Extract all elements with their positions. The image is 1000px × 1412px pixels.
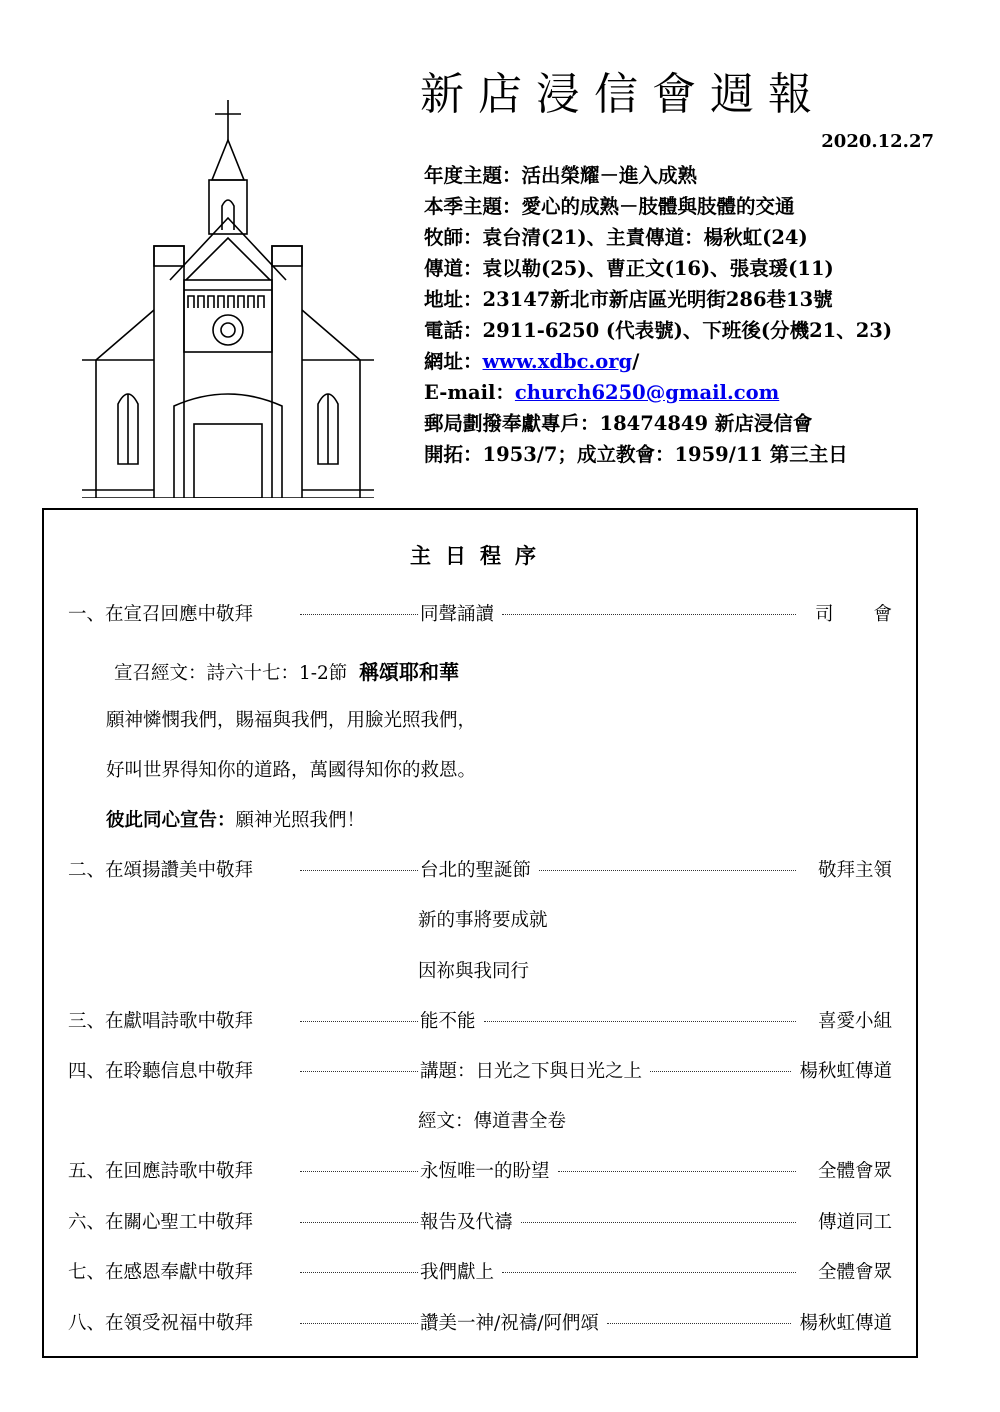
phone-info: 電話：2911-6250 (代表號)、下班後(分機21、23) [424, 319, 893, 342]
declaration-label: 彼此同心宣告： [106, 810, 236, 831]
program-leader: 喜愛小組 [817, 1011, 892, 1032]
program-part: 五、在回應詩歌中敬拜 [68, 1161, 254, 1182]
email-info [424, 377, 892, 408]
program-row-4 [68, 1057, 892, 1083]
postal-info: 郵局劃撥奉獻專戶：18474849 新店浸信會 [424, 412, 813, 435]
preachers-info: 傳道：袁以勒(25)、曹正文(16)、張袁瑗(11) [424, 257, 834, 280]
season-theme: 本季主題：愛心的成熟－肢體與肢體的交通 [424, 195, 795, 218]
website-info [424, 346, 892, 377]
program-part: 一、在宣召回應中敬拜 [68, 604, 254, 625]
program-title: 主日程序 [410, 543, 550, 568]
website-label: 網址： [424, 350, 483, 373]
email-label: E-mail： [424, 381, 515, 404]
website-link[interactable]: www.xdbc.org [482, 350, 633, 373]
program-leader: 楊秋虹傳道 [799, 1061, 892, 1082]
program-row-5 [68, 1157, 892, 1183]
program-content: 能不能 [420, 1011, 476, 1032]
song-extra-1: 新的事將要成就 [418, 910, 548, 931]
church-illustration [82, 98, 374, 498]
program-part: 四、在聆聽信息中敬拜 [68, 1061, 254, 1082]
program-leader: 司會 [814, 604, 932, 625]
program-part: 二、在頌揚讚美中敬拜 [68, 860, 254, 881]
founded-info: 開拓：1953/7；成立教會：1959/11 第三主日 [424, 443, 848, 466]
pastor-info: 牧師：袁台清(21)、主責傳道：楊秋虹(24) [424, 226, 808, 249]
program-content: 永恆唯一的盼望 [420, 1161, 550, 1182]
program-leader: 傳道同工 [817, 1212, 892, 1233]
program-row-7 [68, 1258, 892, 1284]
verse-line-2: 好叫世界得知你的道路，萬國得知你的救恩。 [106, 760, 477, 781]
declaration-line [106, 806, 365, 832]
program-leader: 全體會眾 [817, 1161, 892, 1182]
annual-theme: 年度主題：活出榮耀－進入成熟 [424, 164, 698, 187]
program-content: 台北的聖誕節 [420, 860, 532, 881]
program-part: 七、在感恩奉獻中敬拜 [68, 1262, 254, 1283]
program-content: 同聲誦讀 [420, 604, 495, 625]
program-row-3 [68, 1007, 892, 1033]
call-scripture-line [114, 656, 459, 685]
program-row-2 [68, 856, 892, 882]
church-info-list [424, 160, 892, 470]
verse-line-1: 願神憐憫我們，賜福與我們，用臉光照我們， [106, 710, 477, 731]
email-link[interactable]: church6250@gmail.com [514, 381, 780, 404]
bulletin-title: 新店浸信會週報 [420, 69, 826, 120]
program-part: 八、在領受祝福中敬拜 [68, 1313, 254, 1334]
declaration-text: 願神光照我們！ [235, 810, 366, 831]
program-leader: 全體會眾 [817, 1262, 892, 1283]
call-heading: 稱頌耶和華 [359, 660, 460, 684]
website-suffix: / [632, 350, 640, 373]
program-row-6 [68, 1208, 892, 1234]
program-row-1 [68, 600, 932, 626]
sermon-scripture: 經文：傳道書全卷 [418, 1111, 567, 1132]
program-content: 報告及代禱 [420, 1212, 513, 1233]
program-content: 我們獻上 [420, 1262, 495, 1283]
program-row-8 [68, 1309, 892, 1335]
address-info: 地址：23147新北市新店區光明街286巷13號 [424, 288, 833, 311]
program-box [42, 508, 932, 1358]
song-extra-2: 因祢與我同行 [418, 961, 530, 982]
bulletin-date: 2020.12.27 [821, 131, 934, 152]
program-content: 講題：日光之下與日光之上 [420, 1061, 643, 1082]
call-scripture: 宣召經文：詩六十七：1-2節 [114, 663, 348, 684]
program-leader: 楊秋虹傳道 [799, 1313, 892, 1334]
program-content: 讚美一神/祝禱/阿們頌 [420, 1313, 599, 1334]
program-part: 六、在關心聖工中敬拜 [68, 1212, 254, 1233]
program-part: 三、在獻唱詩歌中敬拜 [68, 1011, 254, 1032]
program-leader: 敬拜主領 [817, 860, 892, 881]
